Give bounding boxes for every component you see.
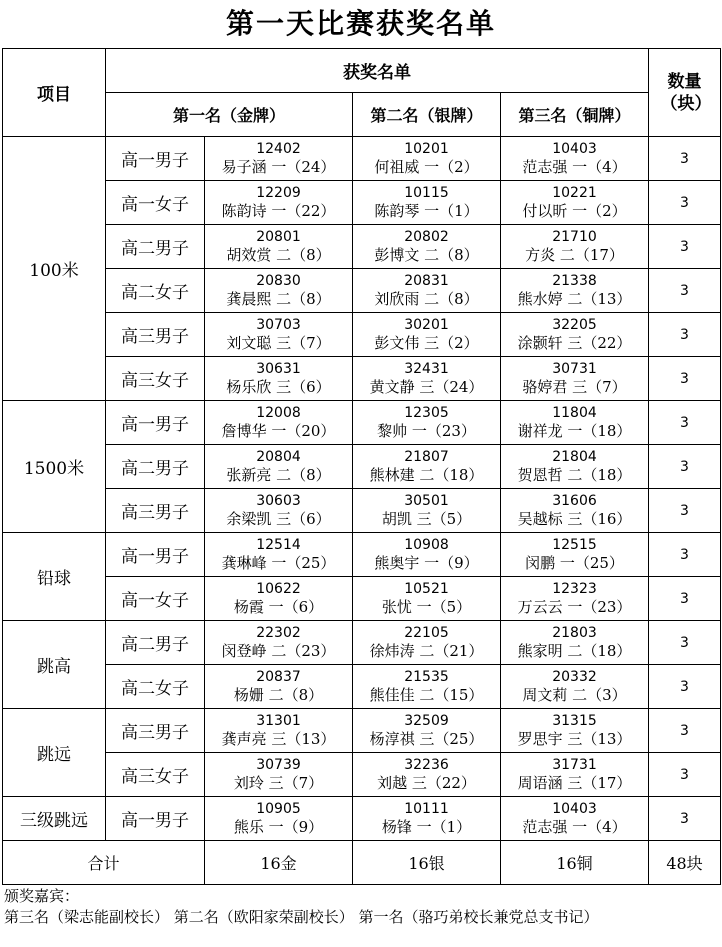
gold-winner-name: 张新亮 二（8）: [226, 466, 331, 484]
gold-winner-id: 20804: [256, 449, 301, 465]
gold-winner-name: 易子涵 一（24）: [221, 158, 336, 176]
silver-winner-name: 杨锋 一（1）: [381, 818, 472, 836]
gold-winner-cell: [205, 577, 353, 621]
table-row: [3, 797, 721, 841]
silver-winner-cell: [353, 797, 501, 841]
gold-winner-cell: [205, 313, 353, 357]
header-count: [649, 49, 721, 137]
bronze-winner-id: 21338: [552, 273, 597, 289]
group-name: 高二女子: [106, 269, 205, 313]
silver-winner-name: 熊奥宇 一（9）: [374, 554, 479, 572]
silver-winner-id: 10115: [404, 185, 449, 201]
bronze-winner-name: 罗思宇 三（13）: [517, 730, 632, 748]
medal-count: 3: [649, 269, 721, 313]
bronze-winner-cell: [501, 401, 649, 445]
group-name: 高二男子: [106, 445, 205, 489]
gold-winner-cell: [205, 797, 353, 841]
silver-winner-name: 彭文伟 三（2）: [374, 334, 479, 352]
gold-winner-name: 胡效赏 二（8）: [226, 246, 331, 264]
table-row: [3, 357, 721, 401]
total-bronze: 16铜: [501, 841, 649, 885]
silver-winner-cell: [353, 357, 501, 401]
bronze-winner-id: 12323: [552, 581, 597, 597]
gold-winner-id: 30703: [256, 317, 301, 333]
event-name: 跳远: [3, 709, 106, 797]
gold-winner-id: 20837: [256, 669, 301, 685]
bronze-winner-name: 方炎 二（17）: [525, 246, 624, 264]
medal-count: 3: [649, 313, 721, 357]
bronze-winner-cell: [501, 665, 649, 709]
silver-winner-name: 刘欣雨 二（8）: [374, 290, 479, 308]
silver-winner-id: 10201: [404, 141, 449, 157]
gold-winner-id: 12008: [256, 405, 301, 421]
bronze-winner-id: 10221: [552, 185, 597, 201]
medal-count: 3: [649, 357, 721, 401]
table-row: [3, 313, 721, 357]
group-name: 高三男子: [106, 313, 205, 357]
group-name: 高三女子: [106, 357, 205, 401]
total-count: 48块: [649, 841, 721, 885]
bronze-winner-id: 21803: [552, 625, 597, 641]
gold-winner-id: 20830: [256, 273, 301, 289]
gold-winner-id: 30631: [256, 361, 301, 377]
gold-winner-id: 20801: [256, 229, 301, 245]
bronze-winner-id: 31315: [552, 713, 597, 729]
bronze-winner-cell: [501, 489, 649, 533]
gold-winner-name: 杨乐欣 三（6）: [226, 378, 331, 396]
gold-winner-name: 刘文聪 三（7）: [226, 334, 331, 352]
table-row: [3, 577, 721, 621]
table-row: [3, 401, 721, 445]
event-name: 铅球: [3, 533, 106, 621]
bronze-winner-cell: [501, 797, 649, 841]
bronze-winner-id: 20332: [552, 669, 597, 685]
table-row: [3, 665, 721, 709]
bronze-winner-name: 吴越标 三（16）: [517, 510, 632, 528]
event-name: 100米: [3, 137, 106, 401]
gold-winner-cell: [205, 225, 353, 269]
silver-winner-id: 30201: [404, 317, 449, 333]
silver-winner-name: 胡凯 三（5）: [381, 510, 472, 528]
award-table-body: [3, 137, 721, 841]
gold-winner-name: 詹博华 一（20）: [221, 422, 336, 440]
bronze-winner-id: 30731: [552, 361, 597, 377]
silver-winner-id: 20802: [404, 229, 449, 245]
table-row: [3, 533, 721, 577]
gold-winner-name: 龚琳峰 一（25）: [221, 554, 336, 572]
gold-winner-name: 杨姗 二（8）: [233, 686, 324, 704]
bronze-winner-name: 周文莉 二（3）: [522, 686, 627, 704]
medal-count: 3: [649, 445, 721, 489]
table-row: [3, 269, 721, 313]
bronze-winner-id: 31731: [552, 757, 597, 773]
bronze-winner-cell: [501, 533, 649, 577]
presenters-list: 第三名（梁志能副校长） 第二名（欧阳家荣副校长） 第一名（骆巧弟校长兼党总支书记）: [4, 908, 599, 926]
silver-winner-cell: [353, 269, 501, 313]
gold-winner-id: 12402: [256, 141, 301, 157]
silver-winner-name: 杨淳祺 三（25）: [369, 730, 484, 748]
gold-winner-cell: [205, 357, 353, 401]
group-name: 高一女子: [106, 577, 205, 621]
silver-winner-id: 10111: [404, 801, 449, 817]
silver-winner-id: 21535: [404, 669, 449, 685]
bronze-winner-name: 骆婷君 三（7）: [522, 378, 627, 396]
bronze-winner-id: 12515: [552, 537, 597, 553]
silver-winner-cell: [353, 181, 501, 225]
gold-winner-id: 10905: [256, 801, 301, 817]
silver-winner-name: 熊林建 二（18）: [369, 466, 484, 484]
silver-winner-name: 黎帅 一（23）: [377, 422, 476, 440]
gold-winner-id: 10622: [256, 581, 301, 597]
gold-winner-cell: [205, 489, 353, 533]
bronze-winner-id: 10403: [552, 801, 597, 817]
gold-winner-id: 22302: [256, 625, 301, 641]
silver-winner-name: 黄文静 三（24）: [369, 378, 484, 396]
silver-winner-id: 20831: [404, 273, 449, 289]
group-name: 高二男子: [106, 621, 205, 665]
bronze-winner-id: 10403: [552, 141, 597, 157]
bronze-winner-cell: [501, 709, 649, 753]
table-row: [3, 709, 721, 753]
gold-winner-cell: [205, 181, 353, 225]
bronze-winner-name: 万云云 一（23）: [517, 598, 632, 616]
silver-winner-id: 10521: [404, 581, 449, 597]
group-name: 高一女子: [106, 181, 205, 225]
silver-winner-name: 张忧 一（5）: [381, 598, 472, 616]
silver-winner-name: 何祖威 一（2）: [374, 158, 479, 176]
header-winners: 获奖名单: [106, 49, 649, 93]
group-name: 高二男子: [106, 225, 205, 269]
bronze-winner-cell: [501, 181, 649, 225]
gold-winner-name: 闵登峥 二（23）: [221, 642, 336, 660]
total-label: 合计: [3, 841, 205, 885]
gold-winner-name: 刘玲 三（7）: [233, 774, 324, 792]
medal-count: 3: [649, 577, 721, 621]
silver-winner-cell: [353, 401, 501, 445]
table-row: [3, 137, 721, 181]
silver-winner-cell: [353, 577, 501, 621]
bronze-winner-id: 11804: [552, 405, 597, 421]
gold-winner-name: 龚声亮 三（13）: [221, 730, 336, 748]
medal-count: 3: [649, 709, 721, 753]
gold-winner-name: 杨霞 一（6）: [233, 598, 324, 616]
group-name: 高一男子: [106, 533, 205, 577]
silver-winner-name: 陈韵琴 一（1）: [374, 202, 479, 220]
bronze-winner-name: 付以昕 一（2）: [522, 202, 627, 220]
presenters-heading: 颁奖嘉宾：: [4, 887, 80, 905]
silver-winner-id: 12305: [404, 405, 449, 421]
silver-winner-cell: [353, 621, 501, 665]
bronze-winner-name: 谢祥龙 一（18）: [517, 422, 632, 440]
gold-winner-cell: [205, 401, 353, 445]
silver-winner-cell: [353, 445, 501, 489]
group-name: 高三女子: [106, 753, 205, 797]
medal-count: 3: [649, 621, 721, 665]
header-bronze: 第三名（铜牌）: [501, 93, 649, 137]
group-name: 高一男子: [106, 797, 205, 841]
silver-winner-name: 徐炜涛 二（21）: [369, 642, 484, 660]
bronze-winner-cell: [501, 753, 649, 797]
silver-winner-id: 22105: [404, 625, 449, 641]
gold-winner-name: 余梁凯 三（6）: [226, 510, 331, 528]
silver-winner-id: 30501: [404, 493, 449, 509]
header-silver: 第二名（银牌）: [353, 93, 501, 137]
header-item: 项目: [3, 49, 106, 137]
gold-winner-cell: [205, 709, 353, 753]
bronze-winner-cell: [501, 225, 649, 269]
gold-winner-cell: [205, 621, 353, 665]
gold-winner-id: 30603: [256, 493, 301, 509]
silver-winner-cell: [353, 225, 501, 269]
table-row: [3, 181, 721, 225]
medal-count: 3: [649, 533, 721, 577]
page-title: 第一天比赛获奖名单: [225, 7, 496, 40]
silver-winner-cell: [353, 313, 501, 357]
gold-winner-name: 熊乐 一（9）: [233, 818, 324, 836]
gold-winner-name: 龚晨熙 二（8）: [226, 290, 331, 308]
silver-winner-cell: [353, 665, 501, 709]
presenters-note: [4, 886, 720, 928]
silver-winner-cell: [353, 533, 501, 577]
medal-count: 3: [649, 665, 721, 709]
group-name: 高一男子: [106, 137, 205, 181]
gold-winner-cell: [205, 533, 353, 577]
bronze-winner-name: 熊水婷 二（13）: [517, 290, 632, 308]
group-name: 高一男子: [106, 401, 205, 445]
medal-count: 3: [649, 753, 721, 797]
medal-count: 3: [649, 489, 721, 533]
silver-winner-id: 32236: [404, 757, 449, 773]
table-row: [3, 621, 721, 665]
silver-winner-cell: [353, 137, 501, 181]
group-name: 高三男子: [106, 489, 205, 533]
medal-count: 3: [649, 401, 721, 445]
bronze-winner-id: 21710: [552, 229, 597, 245]
bronze-winner-cell: [501, 357, 649, 401]
gold-winner-name: 陈韵诗 一（22）: [221, 202, 336, 220]
event-name: 1500米: [3, 401, 106, 533]
silver-winner-name: 彭博文 二（8）: [374, 246, 479, 264]
silver-winner-id: 32431: [404, 361, 449, 377]
bronze-winner-name: 熊家明 二（18）: [517, 642, 632, 660]
bronze-winner-name: 范志强 一（4）: [522, 818, 627, 836]
silver-winner-name: 刘越 三（22）: [377, 774, 476, 792]
bronze-winner-name: 范志强 一（4）: [522, 158, 627, 176]
gold-winner-id: 30739: [256, 757, 301, 773]
table-row: [3, 445, 721, 489]
group-name: 高三男子: [106, 709, 205, 753]
total-silver: 16银: [353, 841, 501, 885]
gold-winner-cell: [205, 137, 353, 181]
silver-winner-id: 32509: [404, 713, 449, 729]
gold-winner-id: 12514: [256, 537, 301, 553]
table-row: [3, 225, 721, 269]
header-count-label: 数量（块）: [660, 71, 712, 114]
gold-winner-cell: [205, 665, 353, 709]
bronze-winner-name: 贺恩哲 二（18）: [517, 466, 632, 484]
bronze-winner-cell: [501, 621, 649, 665]
total-gold: 16金: [205, 841, 353, 885]
header-gold: 第一名（金牌）: [106, 93, 353, 137]
group-name: 高二女子: [106, 665, 205, 709]
medal-count: 3: [649, 137, 721, 181]
medal-count: 3: [649, 181, 721, 225]
silver-winner-id: 10908: [404, 537, 449, 553]
gold-winner-id: 12209: [256, 185, 301, 201]
bronze-winner-cell: [501, 313, 649, 357]
bronze-winner-name: 涂颢轩 三（22）: [517, 334, 632, 352]
bronze-winner-name: 周语涵 三（17）: [517, 774, 632, 792]
bronze-winner-name: 闵鹏 一（25）: [525, 554, 624, 572]
silver-winner-cell: [353, 709, 501, 753]
gold-winner-cell: [205, 753, 353, 797]
bronze-winner-id: 21804: [552, 449, 597, 465]
bronze-winner-cell: [501, 577, 649, 621]
medal-count: 3: [649, 225, 721, 269]
bronze-winner-id: 32205: [552, 317, 597, 333]
silver-winner-cell: [353, 489, 501, 533]
bronze-winner-cell: [501, 137, 649, 181]
gold-winner-id: 31301: [256, 713, 301, 729]
award-table: [2, 48, 721, 885]
gold-winner-cell: [205, 269, 353, 313]
silver-winner-name: 熊佳佳 二（15）: [369, 686, 484, 704]
medal-count: 3: [649, 797, 721, 841]
event-name: 三级跳远: [3, 797, 106, 841]
table-row: [3, 753, 721, 797]
silver-winner-cell: [353, 753, 501, 797]
table-row: [3, 489, 721, 533]
bronze-winner-cell: [501, 269, 649, 313]
silver-winner-id: 21807: [404, 449, 449, 465]
gold-winner-cell: [205, 445, 353, 489]
bronze-winner-cell: [501, 445, 649, 489]
bronze-winner-id: 31606: [552, 493, 597, 509]
event-name: 跳高: [3, 621, 106, 709]
